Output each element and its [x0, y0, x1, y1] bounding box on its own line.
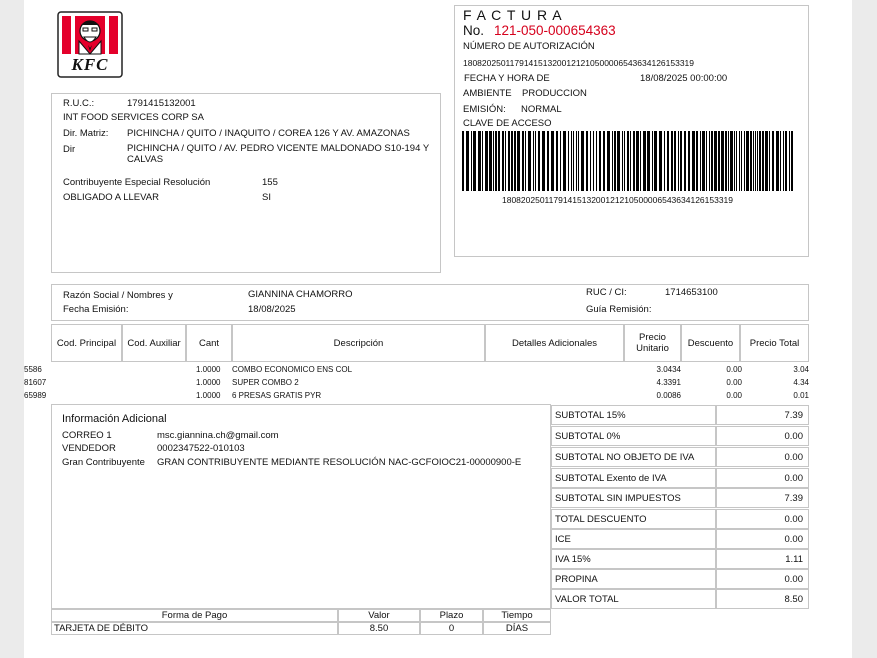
barcode-bar	[791, 131, 793, 191]
item-discount: 0.00	[726, 378, 742, 387]
emission-label: EMISIÓN:	[463, 104, 506, 115]
barcode-bar	[684, 131, 686, 191]
matriz-address: PICHINCHA / QUITO / INAQUITO / COREA 126 Y AV. AMAZONAS	[127, 128, 410, 139]
table-row	[24, 390, 852, 403]
dir-label: Dir	[63, 144, 76, 155]
barcode-bar	[721, 131, 724, 191]
dir-address-line2: CALVAS	[127, 154, 164, 165]
payment-form: TARJETA DE DÉBITO	[51, 622, 338, 635]
payment-value-header: Valor	[338, 609, 420, 622]
barcode-bar	[636, 131, 639, 191]
totals-value: 7.39	[716, 405, 809, 425]
barcode-bar	[789, 131, 790, 191]
barcode-bar	[622, 131, 623, 191]
barcode-bar	[741, 131, 742, 191]
totals-value: 7.39	[716, 488, 809, 508]
payment-value: 8.50	[338, 622, 420, 635]
barcode-bar	[783, 131, 784, 191]
col-precio-unitario-line2: Unitario	[636, 343, 669, 354]
additional-contributor-label: Gran Contribuyente	[62, 457, 145, 468]
barcode-bar	[522, 131, 524, 191]
totals-value: 1.11	[716, 549, 809, 569]
customer-name: GIANNINA CHAMORRO	[248, 289, 353, 300]
item-code: 81607	[24, 378, 47, 387]
barcode-bar	[508, 131, 510, 191]
barcode-bar	[746, 131, 749, 191]
totals-row	[551, 447, 809, 467]
invoice-number-label: No.	[463, 23, 485, 38]
barcode-bar	[734, 131, 735, 191]
issuer-name: INT FOOD SERVICES CORP SA	[63, 112, 204, 123]
item-unit-price: 0.0086	[656, 391, 681, 400]
totals-value: 0.00	[716, 529, 809, 549]
barcode-bar	[590, 131, 591, 191]
additional-email-label: CORREO 1	[62, 430, 112, 441]
barcode-bar	[728, 131, 729, 191]
barcode-bar	[785, 131, 787, 191]
totals-label: PROPINA	[551, 569, 716, 589]
environment-label: AMBIENTE	[463, 88, 512, 99]
customer-ruc-label: RUC / CI:	[586, 287, 627, 298]
barcode-bar	[736, 131, 737, 191]
barcode-bar	[542, 131, 545, 191]
barcode-bar	[640, 131, 641, 191]
totals-row	[551, 549, 809, 569]
barcode-bar	[696, 131, 698, 191]
item-unit-price: 4.3391	[656, 378, 681, 387]
col-precio-unitario-line1: Precio	[639, 332, 666, 343]
barcode-bar	[624, 131, 625, 191]
totals-label: SUBTOTAL SIN IMPUESTOS	[551, 488, 716, 508]
issuer-ruc: 1791415132001	[127, 98, 196, 109]
barcode-bar	[525, 131, 526, 191]
barcode-bar	[586, 131, 588, 191]
barcode-bar	[581, 131, 584, 191]
item-total: 4.34	[793, 378, 809, 387]
barcode-bar	[478, 131, 481, 191]
totals-value: 0.00	[716, 509, 809, 529]
barcode-bar	[674, 131, 676, 191]
totals-label: VALOR TOTAL	[551, 589, 716, 609]
barcode-bar	[769, 131, 770, 191]
totals-row	[551, 529, 809, 549]
item-code: 65989	[24, 391, 47, 400]
additional-info-box	[51, 404, 551, 609]
col-cod-auxiliar: Cod. Auxiliar	[122, 324, 186, 362]
payment-form-header: Forma de Pago	[51, 609, 338, 622]
invoice-title: F A C T U R A	[463, 7, 563, 23]
col-precio-total: Precio Total	[740, 324, 809, 362]
payment-time-header: Tiempo	[483, 609, 551, 622]
additional-contributor-value: GRAN CONTRIBUYENTE MEDIANTE RESOLUCIÓN NAC-GCFOIOC21-00000900-E	[157, 457, 522, 468]
barcode-bar	[514, 131, 516, 191]
totals-value: 0.00	[716, 447, 809, 467]
barcode-bar	[633, 131, 635, 191]
barcode-text: 1808202501179141513200121210500006543634126153319	[502, 195, 734, 205]
totals-row	[551, 509, 809, 529]
totals-row	[551, 589, 809, 609]
barcode-bar	[750, 131, 752, 191]
barcode-bar	[753, 131, 754, 191]
emission-value: NORMAL	[521, 104, 562, 115]
guide-label: Guía Remisión:	[586, 304, 652, 315]
barcode-bar	[688, 131, 690, 191]
barcode-bar	[573, 131, 574, 191]
barcode-bar	[482, 131, 483, 191]
barcode-bar	[772, 131, 774, 191]
barcode-bar	[607, 131, 610, 191]
special-contributor-label: Contribuyente Especial Resolución	[63, 177, 211, 188]
item-code: 5586	[24, 365, 42, 374]
barcode-bar	[654, 131, 657, 191]
barcode-bar	[630, 131, 631, 191]
totals-label: TOTAL DESCUENTO	[551, 509, 716, 529]
barcode-bar	[593, 131, 594, 191]
totals-row	[551, 405, 809, 425]
col-precio-unitario	[624, 324, 681, 362]
barcode-bar	[725, 131, 727, 191]
totals-row	[551, 569, 809, 589]
barcode-bar	[617, 131, 620, 191]
barcode-bar	[692, 131, 695, 191]
barcode-bar	[462, 131, 464, 191]
barcode-bar	[776, 131, 779, 191]
access-key-label: CLAVE DE ACCESO	[463, 118, 552, 129]
totals-value: 0.00	[716, 569, 809, 589]
barcode-bar	[571, 131, 572, 191]
barcode-bar	[711, 131, 713, 191]
barcode-bar	[528, 131, 531, 191]
barcode-bar	[471, 131, 472, 191]
payment-term-header: Plazo	[420, 609, 483, 622]
additional-seller-label: VENDEDOR	[62, 443, 116, 454]
barcode-bar	[759, 131, 761, 191]
additional-seller-value: 0002347522-010103	[157, 443, 245, 454]
totals-value: 8.50	[716, 589, 809, 609]
barcode-bar	[714, 131, 717, 191]
barcode-bar	[671, 131, 673, 191]
barcode-bar	[563, 131, 566, 191]
barcode-bar	[511, 131, 513, 191]
barcode-bar	[659, 131, 662, 191]
ruc-label: R.U.C.:	[63, 98, 95, 109]
barcode	[462, 131, 797, 191]
payment-term: 0	[420, 622, 483, 635]
invoice-number: 121-050-000654363	[494, 23, 616, 38]
totals-row	[551, 488, 809, 508]
barcode-bar	[702, 131, 705, 191]
special-contributor-value: 155	[262, 177, 278, 188]
barcode-bar	[700, 131, 701, 191]
barcode-bar	[498, 131, 500, 191]
barcode-bar	[678, 131, 679, 191]
item-discount: 0.00	[726, 365, 742, 374]
auth-number: 1808202501179141513200121210500006543634126153319	[463, 58, 695, 68]
barcode-bar	[556, 131, 558, 191]
dir-address-line1: PICHINCHA / QUITO / AV. PEDRO VICENTE MALDONADO S10-194 Y	[127, 143, 430, 154]
barcode-bar	[599, 131, 601, 191]
item-desc: SUPER COMBO 2	[232, 378, 299, 387]
totals-value: 0.00	[716, 426, 809, 446]
totals-label: SUBTOTAL NO OBJETO DE IVA	[551, 447, 716, 467]
barcode-bar	[603, 131, 605, 191]
emission-date-label: Fecha Emisión:	[63, 304, 129, 315]
barcode-bar	[489, 131, 492, 191]
barcode-bar	[560, 131, 561, 191]
barcode-bar	[739, 131, 740, 191]
invoice-page	[24, 0, 852, 658]
barcode-bar	[765, 131, 768, 191]
barcode-bar	[538, 131, 540, 191]
barcode-bar	[730, 131, 733, 191]
barcode-bar	[667, 131, 669, 191]
barcode-bar	[627, 131, 629, 191]
barcode-bar	[718, 131, 720, 191]
item-total: 0.01	[793, 391, 809, 400]
barcode-bar	[535, 131, 536, 191]
barcode-bar	[533, 131, 534, 191]
barcode-bar	[664, 131, 665, 191]
item-qty: 1.0000	[196, 391, 221, 400]
totals-label: SUBTOTAL Exento de IVA	[551, 468, 716, 488]
col-descuento: Descuento	[681, 324, 740, 362]
col-cant: Cant	[186, 324, 232, 362]
item-qty: 1.0000	[196, 365, 221, 374]
col-descripcion: Descripción	[232, 324, 485, 362]
item-desc: 6 PRESAS GRATIS PYR	[232, 391, 322, 400]
barcode-bar	[466, 131, 469, 191]
barcode-bar	[578, 131, 579, 191]
customer-name-label: Razón Social / Nombres y	[63, 290, 173, 301]
kfc-logo	[57, 11, 123, 78]
item-total: 3.04	[793, 365, 809, 374]
barcode-bar	[505, 131, 506, 191]
totals-label: SUBTOTAL 0%	[551, 426, 716, 446]
matriz-label: Dir. Matriz:	[63, 128, 109, 139]
additional-email-value: msc.giannina.ch@gmail.com	[157, 430, 279, 441]
barcode-bar	[762, 131, 764, 191]
barcode-bar	[596, 131, 597, 191]
barcode-bar	[780, 131, 781, 191]
col-cod-principal: Cod. Principal	[51, 324, 122, 362]
barcode-bar	[517, 131, 520, 191]
auth-label: NÚMERO DE AUTORIZACIÓN	[463, 41, 595, 52]
item-unit-price: 3.0434	[656, 365, 681, 374]
datetime-value: 18/08/2025 00:00:00	[640, 73, 728, 84]
emission-date: 18/08/2025	[248, 304, 296, 315]
datetime-label: FECHA Y HORA DE	[464, 73, 550, 84]
item-discount: 0.00	[726, 391, 742, 400]
totals-value: 0.00	[716, 468, 809, 488]
totals-row	[551, 468, 809, 488]
obligated-label: OBLIGADO A LLEVAR	[63, 192, 159, 203]
additional-info-title: Información Adicional	[62, 413, 167, 425]
barcode-bar	[614, 131, 616, 191]
totals-label: IVA 15%	[551, 549, 716, 569]
barcode-bar	[547, 131, 549, 191]
barcode-bar	[493, 131, 494, 191]
barcode-bar	[757, 131, 758, 191]
payment-time: DÍAS	[483, 622, 551, 635]
totals-label: SUBTOTAL 15%	[551, 405, 716, 425]
barcode-bar	[576, 131, 577, 191]
barcode-bar	[495, 131, 497, 191]
table-row	[24, 377, 852, 390]
barcode-bar	[680, 131, 682, 191]
barcode-bar	[709, 131, 710, 191]
barcode-bar	[502, 131, 504, 191]
logo-text: KFC	[71, 55, 109, 74]
customer-ruc: 1714653100	[665, 287, 718, 298]
item-desc: COMBO ECONOMICO ENS COL	[232, 365, 353, 374]
barcode-bar	[706, 131, 707, 191]
barcode-bar	[473, 131, 476, 191]
barcode-bar	[744, 131, 745, 191]
barcode-bar	[568, 131, 569, 191]
barcode-bar	[647, 131, 650, 191]
barcode-bar	[755, 131, 756, 191]
totals-row	[551, 426, 809, 446]
barcode-bar	[643, 131, 646, 191]
barcode-bar	[551, 131, 554, 191]
barcode-bar	[612, 131, 613, 191]
barcode-bar	[485, 131, 488, 191]
totals-label: ICE	[551, 529, 716, 549]
table-row	[24, 364, 852, 377]
barcode-bar	[652, 131, 653, 191]
environment-value: PRODUCCION	[522, 88, 587, 99]
obligated-value: SI	[262, 192, 271, 203]
item-qty: 1.0000	[196, 378, 221, 387]
col-detalles: Detalles Adicionales	[485, 324, 624, 362]
